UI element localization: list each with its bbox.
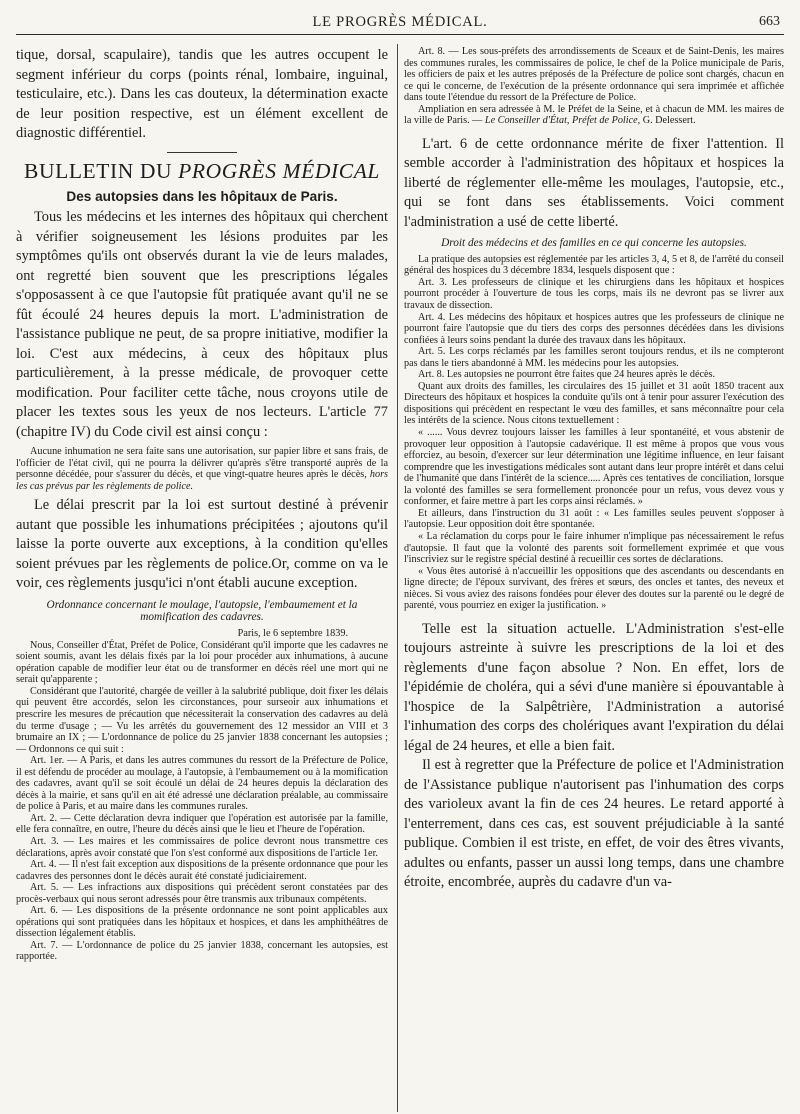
article-paragraph: Le délai prescrit par la loi est surtout destiné à prévenir autant que possible les inhumations précipitées ; ajoutons qu'il laisse la porte ouverte aux exceptions, à la condition qu'elles soient prévues par les règlements de police.Or, comme on va le voir, ces règlements jusqu'ici n'ont établi aucune exception. <box>16 497 388 592</box>
column-divider <box>397 44 398 1112</box>
ordinance-article: Art. 7. — L'ordonnance de police du 25 janvier 1838, concernant les autopsies, est rapportée. <box>16 939 388 963</box>
bulletin-heading-journal: PROGRÈS MÉDICAL <box>178 159 380 183</box>
ordinance-article: Art. 1er. — A Paris, et dans les autres communes du ressort de la Préfecture de Police, il est défendu de procéder au moulage, à l'autopsie, à l'embaumement ou à la momification des cadavres, avant qu'il se soit écoulé un délai de 24 heures depuis la déclaration des décès à la mairie, et sans qu'il en ait été adressé une déclaration préalable, au commissaire de police à Paris, et au maire dans les communes rurales. <box>16 755 388 813</box>
ampliation <box>404 104 784 127</box>
ordinance-article: Art. 3. — Les maires et les commissaires de police devront nous transmettre ces déclarations, après avoir constaté que l'on s'est conformé aux dispositions de l'article 1er. <box>16 835 388 859</box>
page-number: 663 <box>759 14 780 29</box>
regulation-paragraph: Quant aux droits des familles, les circulaires des 15 juillet et 31 août 1850 tracent aux Directeurs des hôpitaux et hospices la conduite qu'ils ont à tenir pour assurer l'exécution des dispositions qui précèdent en respectant le vœu des familles, et sans méconnaître pour cela les intérêts de la science. Nous citons textuellement : <box>404 380 784 427</box>
regulation-article: Art. 3. Les professeurs de clinique et les chirurgiens dans les hôpitaux et hospices pourront procéder à l'ouverture de tous les corps, mais ils ne devront pas se livrer aux travaux de dissection. <box>404 276 784 312</box>
ordinance-article: Art. 5. — Les infractions aux dispositions qui précèdent seront constatées par des procès-verbaux qui nous seront adressés pour être transmis aux tribunaux compétents. <box>16 882 388 905</box>
bulletin-heading-prefix: BULLETIN DU <box>24 159 179 183</box>
article-paragraph: Tous les médecins et les internes des hôpitaux qui cherchent à vérifier soigneusement les lésions produites par les symptômes qu'ils ont observés durant la vie de leurs malades, ont regretté bien souvent que les prescriptions légales s'opposassent à ce que l'autopsie fût pratiquée avant qu'il ne se fût écoulé 24 heures depuis la mort. L'administration de l'assistance publique ne peut, de sa propre initiative, modifier la loi. C'est aux médecins, à ceux des hôpitaux plus particulièrement, à la presse médicale, de provoquer cette modification. Pour faciliter cette tâche, nous croyons utile de placer les textes sous les yeux de nos lecteurs. L'article 77 (chapitre IV) du Code civil est ainsi conçu : <box>16 209 388 440</box>
signatory-title: Le Conseiller d'État, Préfet de Police, <box>484 115 641 127</box>
ordinance-date: Paris, le 6 septembre 1839. <box>237 627 348 639</box>
left-column <box>16 46 388 963</box>
circular-quote: « La réclamation du corps pour le faire inhumer n'implique pas nécessairement le refus d'autopsie. Il faut que la volonté des parents soit formellement exprimée et que vous l'inscriviez sur le registre spécial destiné à recueillir ces sortes de déclarations. <box>404 530 784 566</box>
continued-paragraph: tique, dorsal, scapulaire), tandis que les autres occupent le segment inférieur du corps (points rénal, lombaire, inguinal, testiculaire, etc.). Dans les cas douteux, la détermination exacte de leur position respective, est un élément excellent de diagnostic différentiel. <box>16 47 388 141</box>
article-title: Des autopsies dans les hôpitaux de Paris. <box>66 189 338 204</box>
code-civil-quote <box>16 446 388 492</box>
ordinance-article: Art. 6. — Les dispositions de la présente ordonnance ne sont point applicables aux opérations qui sont pratiquées dans les hôpitaux et hospices, et dans les amphithéâtres de dissection légalement établis. <box>16 905 388 940</box>
section-rule <box>167 152 237 154</box>
regulation-paragraph: La pratique des autopsies est réglementée par les articles 3, 4, 5 et 8, de l'arrêté du conseil général des hospices du 3 décembre 1834, lesquels disposent que : <box>404 253 784 277</box>
circular-quote: « Vous êtes autorisé à n'accueillir les oppositions que des ascendants ou descendants en ligne directe; de l'époux survivant, des frères et sœurs, des oncles et tantes, des neveux et nièces. Si vous aviez des raisons fondées pour élever des doutes sur la parenté ou le degré de parenté, vous pourriez en exiger la justification. » <box>404 565 784 612</box>
regulation-article: Art. 4. Les médecins des hôpitaux et hospices autres que les professeurs de clinique ne pourront faire l'autopsie que du tiers des corps des personnes décédées dans les divisions confiées à leurs soins pendant la durée des travaux dans les hôpitaux. <box>404 311 784 346</box>
ordinance-paragraph: Nous, Conseiller d'État, Préfet de Police, Considérant qu'il importe que les cadavres ne soient soumis, avant les délais fixés par la loi pour procéder aux inhumations, à aucune opération capable de modifier leur état ou de transformer en décès réel une mort qui ne serait qu'apparente ; <box>16 639 388 686</box>
circular-quote: Et ailleurs, dans l'instruction du 31 août : « Les familles seules peuvent s'opposer à l'autopsie. Leur opposition doit être spontanée. <box>404 507 784 531</box>
ordinance-article: Art. 4. — Il n'est fait exception aux dispositions de la présente ordonnance que pour les cadavres des personnes dont le décès aurait été constaté judiciairement. <box>16 859 388 882</box>
regulation-article: Art. 8. Les autopsies ne pourront être faites que 24 heures après le décès. <box>418 369 716 381</box>
circular-quote: « ...... Vous devrez toujours laisser les familles à leur spontanéité, et vous abstenir de provoquer leur opposition à l'autopsie cadavérique. Il est même à propos que vous vous efforciez, au besoin, d'exercer sur leur détermination une légitime influence, en leur faisant comprendre que les investigations médicales sont autant dans leur propre intérêt et dans celui de l'humanité que dans l'intérêt de la science..... Après ces tentatives de conciliation, lorsque la volonté des familles se sera formellement prononcée pour un refus, vous devez vous y conformer, et faire mettre à part les corps ainsi réclamés. » <box>404 427 784 508</box>
bulletin-heading <box>16 159 388 184</box>
article-paragraph: Il est à regretter que la Préfecture de police et l'Administration de l'Assistance publique n'autorisent pas l'inhumation des corps des varioleux avant la fin de ces 24 heures. Le retard apporté à l'enterrement, dans ces cas, est souvent préjudiciable à la santé publique. Combien il est triste, en effet, de voir des êtres vivants, adultes ou enfants, passer un aussi long temps, dans une chambre étroite, encombrée, auprès du cadavre d'un va- <box>404 757 784 891</box>
ordinance-article: Art. 8. — Les sous-préfets des arrondissements de Sceaux et de Saint-Denis, les maires des communes rurales, les commissaires de police, le chef de la Police municipale de Paris, les officiers de paix et les autres préposés de la Préfecture de police sont chargés, chacun en ce qui le concerne, de l'exécution de la présente ordonnance qui sera imprimée et affichée dans toute l'étendue du ressort de la Préfecture de Police. <box>404 46 784 104</box>
article-paragraph: Telle est la situation actuelle. L'Administration s'est-elle toujours astreinte à suivre les prescriptions de la loi et des règlements d'une façon absolue ? Non. En effet, lors de l'épidémie de choléra, qui a sévi d'une manière si épouvantable à l'hospice de la Salpêtrière, l'Administration a autorisé l'inhumation des corps des cholériques avant l'expiration du délai légal de 24 heures, et elle a bien fait. <box>404 620 784 754</box>
regulation-article: Art. 5. Les corps réclamés par les familles seront toujours rendus, et ils ne compteront pas dans le tiers abandonné à MM. les médecins pour les autopsies. <box>404 346 784 369</box>
ordinance-paragraph: Considérant que l'autorité, chargée de veiller à la salubrité publique, doit fixer les délais qui peuvent être accordés, selon les circonstances, pour surseoir aux inhumations et prescrire les mesures de précaution que nécessiterait la conservation des cadavres au delà du terme d'usage ; — Vu les arrêtés du gouvernement des 12 messidor an VIII et 3 brumaire an IX ; — L'ordonnance de police du 25 janvier 1838 concernant les autopsies ; — Ordonnons ce qui suit : <box>16 685 388 755</box>
ampliation-text: Ampliation en sera adressée à M. le Préfet de la Seine, et à chacun de MM. les maires de la ville de Paris. — <box>404 103 784 127</box>
ordinance-article: Art. 2. — Cette déclaration devra indiquer que l'opération est autorisée par la famille, elle fera connaître, en outre, l'heure du décès ainsi que le lieu et l'heure de l'opération. <box>16 812 388 836</box>
right-column <box>404 46 784 893</box>
article-paragraph: L'art. 6 de cette ordonnance mérite de fixer l'attention. Il semble accorder à l'administration des hôpitaux et hospices la liberté de réglementer elle-même les moulages, l'autopsie, etc., qui se font dans ses établissements. Voici comment l'administration a usé de cette liberté. <box>404 135 784 230</box>
page-header <box>16 14 784 35</box>
ordinance-heading: Ordonnance concernant le moulage, l'autopsie, l'embaumement et la momification des cadavres. <box>46 598 358 624</box>
quote-emphasis: hors les cas prévus par les règlements de police. <box>16 469 388 492</box>
quote-text: Aucune inhumation ne sera faite sans une autorisation, sur papier libre et sans frais, de l'officier de l'état civil, qui ne pourra la délivrer qu'après s'être transporté auprès de la personne décédée, pour s'assurer du décès, et que vingt-quatre heures après le décès, <box>16 446 388 481</box>
signatory-name: G. Delessert. <box>640 115 696 127</box>
journal-title: LE PROGRÈS MÉDICAL. <box>312 14 488 30</box>
rights-heading: Droit des médecins et des familles en ce qui concerne les autopsies. <box>441 237 747 250</box>
